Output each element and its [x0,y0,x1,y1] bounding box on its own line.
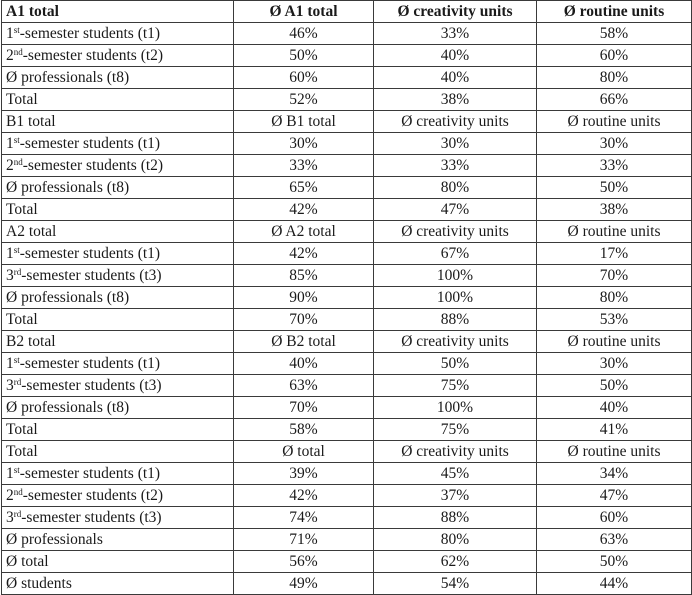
table-cell-value: 85% [234,265,374,287]
row-label [2,463,234,485]
table-row [2,485,692,507]
section-header-row [2,441,692,463]
row-label [2,89,234,111]
row-label-text: -semester students (t2) [22,46,164,64]
table-cell-value: 49% [234,573,374,595]
table-row [2,177,692,199]
table-row [2,309,692,331]
table-cell-value: 74% [234,507,374,529]
table-cell-value: 37% [374,485,537,507]
row-label [2,45,234,67]
table-cell-value: 80% [374,177,537,199]
table-row [2,573,692,595]
section-title: A2 total [2,221,234,243]
table-row [2,397,692,419]
table-cell-value: 40% [234,353,374,375]
row-label-text: Ø professionals (t8) [6,288,130,306]
table-cell-value: 44% [537,573,692,595]
table-cell-value: 50% [537,375,692,397]
column-header: Ø creativity units [374,1,537,23]
table-cell-value: 33% [234,155,374,177]
ordinal-number: 2 [6,486,14,504]
row-label-text: Ø students [6,574,72,592]
table-cell-value: 58% [234,419,374,441]
row-label [2,353,234,375]
row-label-text: -semester students (t1) [19,134,161,152]
row-label [2,287,234,309]
ordinal-suffix: st [13,244,20,255]
row-label [2,485,234,507]
table-row [2,67,692,89]
row-label [2,199,234,221]
row-label-text: -semester students (t1) [19,354,161,372]
row-label-text: -semester students (t1) [19,244,161,262]
table-cell-value: 71% [234,529,374,551]
ordinal-number: 2 [6,46,14,64]
table-cell-value: 66% [537,89,692,111]
ordinal-suffix: nd [13,156,23,167]
row-label [2,23,234,45]
row-label-text: Ø professionals [6,530,103,548]
table-row [2,89,692,111]
row-label [2,243,234,265]
table-cell-value: 33% [537,155,692,177]
ordinal-number: 3 [6,376,14,394]
row-label-text: Total [6,420,38,438]
table-cell-value: 52% [234,89,374,111]
row-label-text: -semester students (t1) [19,464,161,482]
results-table [1,0,692,595]
ordinal-suffix: rd [13,508,22,519]
table-cell-value: 30% [374,133,537,155]
table-cell-value: 67% [374,243,537,265]
table-cell-value: 42% [234,243,374,265]
table-cell-value: 54% [374,573,537,595]
table-cell-value: 90% [234,287,374,309]
ordinal-number: 1 [6,134,14,152]
table-cell-value: 88% [374,309,537,331]
table-cell-value: 47% [537,485,692,507]
ordinal-number: 1 [6,354,14,372]
ordinal-number: 2 [6,156,14,174]
row-label [2,529,234,551]
table-cell-value: 65% [234,177,374,199]
section-title: B2 total [2,331,234,353]
row-label-text: Total [6,200,38,218]
table-cell-value: 63% [234,375,374,397]
ordinal-suffix: nd [13,486,23,497]
column-header: Ø routine units [537,221,692,243]
table-cell-value: 88% [374,507,537,529]
row-label [2,177,234,199]
table-cell-value: 60% [234,67,374,89]
table-cell-value: 41% [537,419,692,441]
row-label [2,309,234,331]
row-label-text: Total [6,310,38,328]
row-label [2,375,234,397]
row-label [2,419,234,441]
column-header: Ø routine units [537,111,692,133]
table-cell-value: 70% [234,309,374,331]
column-header: Ø routine units [537,331,692,353]
ordinal-number: 1 [6,244,14,262]
table-cell-value: 60% [537,507,692,529]
row-label-text: -semester students (t3) [21,266,162,284]
table-cell-value: 38% [374,89,537,111]
table-cell-value: 30% [537,353,692,375]
column-header: Ø creativity units [374,441,537,463]
ordinal-suffix: st [13,464,20,475]
row-label-text: Ø professionals (t8) [6,178,130,196]
row-label-text: -semester students (t3) [21,508,162,526]
table-row [2,419,692,441]
table-cell-value: 75% [374,375,537,397]
table-row [2,551,692,573]
table-cell-value: 46% [234,23,374,45]
table-cell-value: 80% [374,529,537,551]
table-cell-value: 39% [234,463,374,485]
table-row [2,23,692,45]
row-label-text: -semester students (t1) [19,24,161,42]
table-cell-value: 33% [374,23,537,45]
table-row [2,507,692,529]
ordinal-number: 3 [6,508,14,526]
table-row [2,199,692,221]
table-cell-value: 45% [374,463,537,485]
table-cell-value: 30% [234,133,374,155]
ordinal-number: 1 [6,464,14,482]
row-label [2,573,234,595]
row-label-text: -semester students (t2) [22,156,164,174]
table-cell-value: 40% [374,67,537,89]
table-cell-value: 63% [537,529,692,551]
row-label [2,133,234,155]
column-header: Ø creativity units [374,111,537,133]
table-cell-value: 56% [234,551,374,573]
table-row [2,529,692,551]
column-header: Ø creativity units [374,331,537,353]
row-label [2,551,234,573]
section-header-row [2,1,692,23]
ordinal-number: 1 [6,24,14,42]
table-row [2,155,692,177]
table-row [2,353,692,375]
row-label [2,155,234,177]
ordinal-suffix: st [13,354,20,365]
section-header-row [2,111,692,133]
ordinal-suffix: st [13,134,20,145]
table-cell-value: 80% [537,67,692,89]
row-label [2,265,234,287]
row-label-text: Total [6,90,38,108]
table-row [2,287,692,309]
table-cell-value: 47% [374,199,537,221]
table-cell-value: 53% [537,309,692,331]
table-cell-value: 42% [234,485,374,507]
section-title: A1 total [2,1,234,23]
row-label [2,67,234,89]
table-cell-value: 50% [374,353,537,375]
column-header: Ø A1 total [234,1,374,23]
table-cell-value: 100% [374,265,537,287]
table-row [2,463,692,485]
table-row [2,243,692,265]
table-cell-value: 30% [537,133,692,155]
row-label [2,397,234,419]
table-cell-value: 34% [537,463,692,485]
column-header: Ø B2 total [234,331,374,353]
table-cell-value: 40% [537,397,692,419]
table-cell-value: 58% [537,23,692,45]
row-label-text: Ø total [6,552,49,570]
table-cell-value: 42% [234,199,374,221]
table-cell-value: 100% [374,397,537,419]
section-header-row [2,221,692,243]
row-label-text: Ø professionals (t8) [6,398,130,416]
table-cell-value: 50% [537,177,692,199]
table-cell-value: 60% [537,45,692,67]
results-table-body [2,1,692,595]
table-cell-value: 50% [234,45,374,67]
table-cell-value: 62% [374,551,537,573]
table-cell-value: 33% [374,155,537,177]
table-row [2,265,692,287]
row-label-text: -semester students (t2) [22,486,164,504]
row-label [2,507,234,529]
table-cell-value: 40% [374,45,537,67]
table-cell-value: 75% [374,419,537,441]
column-header: Ø A2 total [234,221,374,243]
table-row [2,133,692,155]
ordinal-suffix: st [13,24,20,35]
table-cell-value: 80% [537,287,692,309]
table-row [2,375,692,397]
column-header: Ø B1 total [234,111,374,133]
column-header: Ø total [234,441,374,463]
table-cell-value: 17% [537,243,692,265]
row-label-text: Ø professionals (t8) [6,68,130,86]
table-cell-value: 70% [537,265,692,287]
ordinal-suffix: rd [13,266,22,277]
section-title: Total [2,441,234,463]
table-cell-value: 50% [537,551,692,573]
row-label-text: -semester students (t3) [21,376,162,394]
section-header-row [2,331,692,353]
column-header: Ø routine units [537,441,692,463]
table-cell-value: 100% [374,287,537,309]
section-title: B1 total [2,111,234,133]
table-row [2,45,692,67]
table-cell-value: 70% [234,397,374,419]
ordinal-suffix: nd [13,46,23,57]
table-cell-value: 38% [537,199,692,221]
column-header: Ø routine units [537,1,692,23]
ordinal-number: 3 [6,266,14,284]
ordinal-suffix: rd [13,376,22,387]
column-header: Ø creativity units [374,221,537,243]
